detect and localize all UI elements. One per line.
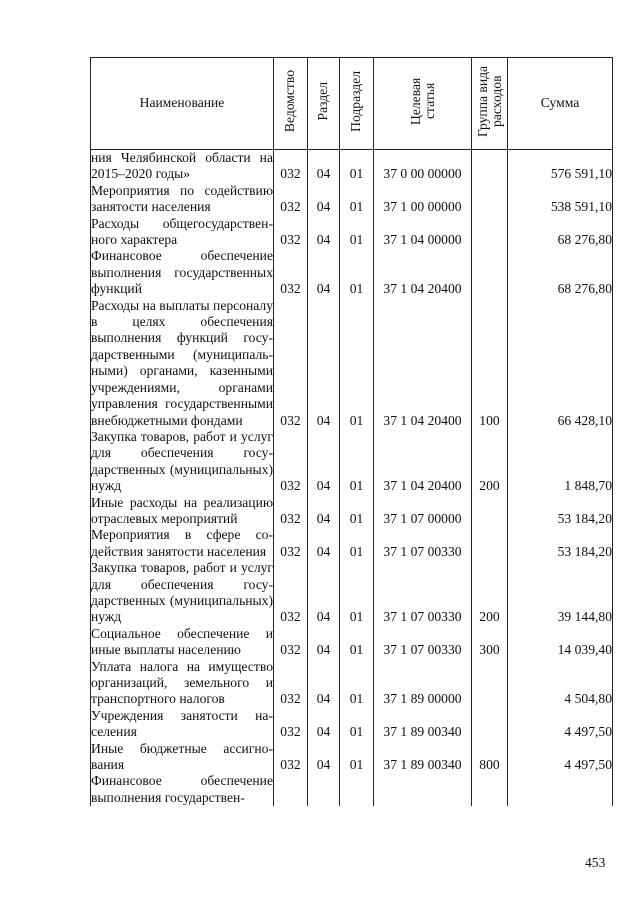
table-row — [91, 495, 613, 528]
cell-sum: 1 848,70 — [508, 429, 613, 495]
cell-sum: 4 497,50 — [508, 741, 613, 774]
table-row — [91, 150, 613, 183]
cell-razd: 04 — [308, 560, 340, 626]
cell-grp — [472, 183, 508, 216]
page-number: 453 — [585, 855, 606, 870]
cell-name: Иные бюджетные ассигнования — [91, 740, 273, 773]
cell-podr: 01 — [340, 183, 374, 216]
cell-podr: 01 — [340, 708, 374, 741]
cell-razd: 04 — [308, 150, 340, 183]
cell-razd: 04 — [308, 527, 340, 560]
cell-name: Финансовое обеспечение выполнения государствен- — [91, 773, 273, 805]
cell-name: Закупка товаров, работ и услуг для обеспечения государственных (муниципальных) нужд — [91, 428, 273, 494]
cell-grp — [472, 773, 508, 806]
cell-razd: 04 — [308, 741, 340, 774]
cell-cel — [374, 773, 472, 806]
cell-podr: 01 — [340, 659, 374, 708]
table-row — [91, 183, 613, 216]
cell-cel: 37 1 00 00000 — [374, 183, 472, 216]
cell-grp — [472, 659, 508, 708]
header-sum: Сумма — [508, 58, 613, 150]
cell-podr: 01 — [340, 429, 374, 495]
cell-ved: 032 — [274, 248, 308, 297]
cell-grp — [472, 708, 508, 741]
cell-razd: 04 — [308, 708, 340, 741]
cell-cel: 37 1 89 00340 — [374, 708, 472, 741]
cell-podr: 01 — [340, 150, 374, 183]
cell-ved: 032 — [274, 626, 308, 659]
cell-grp — [472, 216, 508, 249]
cell-sum: 576 591,10 — [508, 150, 613, 183]
cell-razd: 04 — [308, 183, 340, 216]
cell-name: Мероприятия в сфере содействия занятости населения — [91, 527, 273, 559]
cell-sum: 4 497,50 — [508, 708, 613, 741]
cell-name: Мероприятия по содействию занятости населения — [91, 182, 273, 215]
cell-name: Расходы общегосударственного характера — [91, 215, 273, 248]
cell-sum: 14 039,40 — [508, 626, 613, 659]
cell-sum: 53 184,20 — [508, 527, 613, 560]
cell-cel: 37 1 07 00000 — [374, 495, 472, 528]
cell-sum: 538 591,10 — [508, 183, 613, 216]
table-row — [91, 560, 613, 626]
cell-grp: 100 — [472, 298, 508, 429]
header-razd: Раздел — [308, 58, 340, 150]
table-row — [91, 659, 613, 708]
cell-ved: 032 — [274, 183, 308, 216]
cell-sum — [508, 773, 613, 806]
cell-sum: 39 144,80 — [508, 560, 613, 626]
cell-cel: 37 1 04 00000 — [374, 216, 472, 249]
header-name: Наименование — [91, 58, 274, 150]
cell-podr: 01 — [340, 495, 374, 528]
cell-grp: 200 — [472, 560, 508, 626]
cell-razd: 04 — [308, 659, 340, 708]
cell-cel: 37 1 07 00330 — [374, 560, 472, 626]
cell-sum: 68 276,80 — [508, 248, 613, 297]
header-grp: Группа вида расходов — [472, 58, 508, 150]
cell-podr: 01 — [340, 626, 374, 659]
table-row — [91, 429, 613, 495]
header-ved: Ведомство — [274, 58, 308, 150]
cell-name: Социальное обеспечение и иные выплаты населению — [91, 625, 273, 658]
cell-ved: 032 — [274, 659, 308, 708]
table-row — [91, 626, 613, 659]
cell-ved: 032 — [274, 216, 308, 249]
budget-table — [90, 57, 613, 806]
cell-name: Иные расходы на реализацию отраслевых мероприятий — [91, 494, 273, 526]
cell-ved: 032 — [274, 527, 308, 560]
table-row — [91, 527, 613, 560]
cell-razd: 04 — [308, 429, 340, 495]
header-podr: Подраздел — [340, 58, 374, 150]
cell-razd: 04 — [308, 495, 340, 528]
table-row — [91, 248, 613, 297]
cell-grp: 300 — [472, 626, 508, 659]
cell-podr: 01 — [340, 216, 374, 249]
table-row — [91, 741, 613, 774]
cell-ved: 032 — [274, 150, 308, 183]
cell-ved: 032 — [274, 298, 308, 429]
cell-ved: 032 — [274, 495, 308, 528]
cell-razd: 04 — [308, 216, 340, 249]
cell-ved: 032 — [274, 560, 308, 626]
cell-cel: 37 1 04 20400 — [374, 429, 472, 495]
cell-razd: 04 — [308, 248, 340, 297]
cell-podr: 01 — [340, 741, 374, 774]
cell-cel: 37 1 07 00330 — [374, 527, 472, 560]
table-row — [91, 708, 613, 741]
cell-name: Финансовое обеспечение выполнения государственных функций — [91, 248, 273, 297]
cell-razd: 04 — [308, 626, 340, 659]
cell-name: Закупка товаров, работ и услуг для обеспечения государственных (муниципальных) нужд — [91, 560, 273, 625]
cell-grp — [472, 527, 508, 560]
table-row — [91, 773, 613, 806]
cell-sum: 68 276,80 — [508, 216, 613, 249]
cell-grp — [472, 150, 508, 183]
cell-cel: 37 1 04 20400 — [374, 248, 472, 297]
table-row — [91, 298, 613, 429]
cell-podr: 01 — [340, 560, 374, 626]
cell-podr: 01 — [340, 248, 374, 297]
cell-sum: 66 428,10 — [508, 298, 613, 429]
cell-cel: 37 1 04 20400 — [374, 298, 472, 429]
cell-razd: 04 — [308, 298, 340, 429]
cell-name: Учреждения занятости населения — [91, 707, 273, 740]
cell-podr: 01 — [340, 298, 374, 429]
cell-grp — [472, 495, 508, 528]
header-cel: Целевая статья — [374, 58, 472, 150]
cell-sum: 53 184,20 — [508, 495, 613, 528]
cell-grp: 200 — [472, 429, 508, 495]
cell-razd — [308, 773, 340, 806]
cell-grp: 800 — [472, 741, 508, 774]
cell-cel: 37 1 89 00000 — [374, 659, 472, 708]
cell-grp — [472, 248, 508, 297]
table-header-row — [91, 58, 613, 150]
cell-ved: 032 — [274, 708, 308, 741]
cell-podr: 01 — [340, 527, 374, 560]
cell-sum: 4 504,80 — [508, 659, 613, 708]
cell-podr — [340, 773, 374, 806]
cell-name: Уплата налога на имущество организаций, земельного и транспортного налогов — [91, 658, 273, 707]
cell-ved: 032 — [274, 741, 308, 774]
cell-name: ния Челябинской области на 2015–2020 годы» — [91, 150, 273, 182]
cell-name: Расходы на выплаты персоналу в целях обеспечения выполнения функций государственными (муниципальными) органами, казенными учреждениями, органами управления государственными внебюджетными фондами — [91, 297, 273, 428]
cell-ved — [274, 773, 308, 806]
cell-cel: 37 0 00 00000 — [374, 150, 472, 183]
cell-cel: 37 1 07 00330 — [374, 626, 472, 659]
table-row — [91, 216, 613, 249]
cell-cel: 37 1 89 00340 — [374, 741, 472, 774]
cell-ved: 032 — [274, 429, 308, 495]
